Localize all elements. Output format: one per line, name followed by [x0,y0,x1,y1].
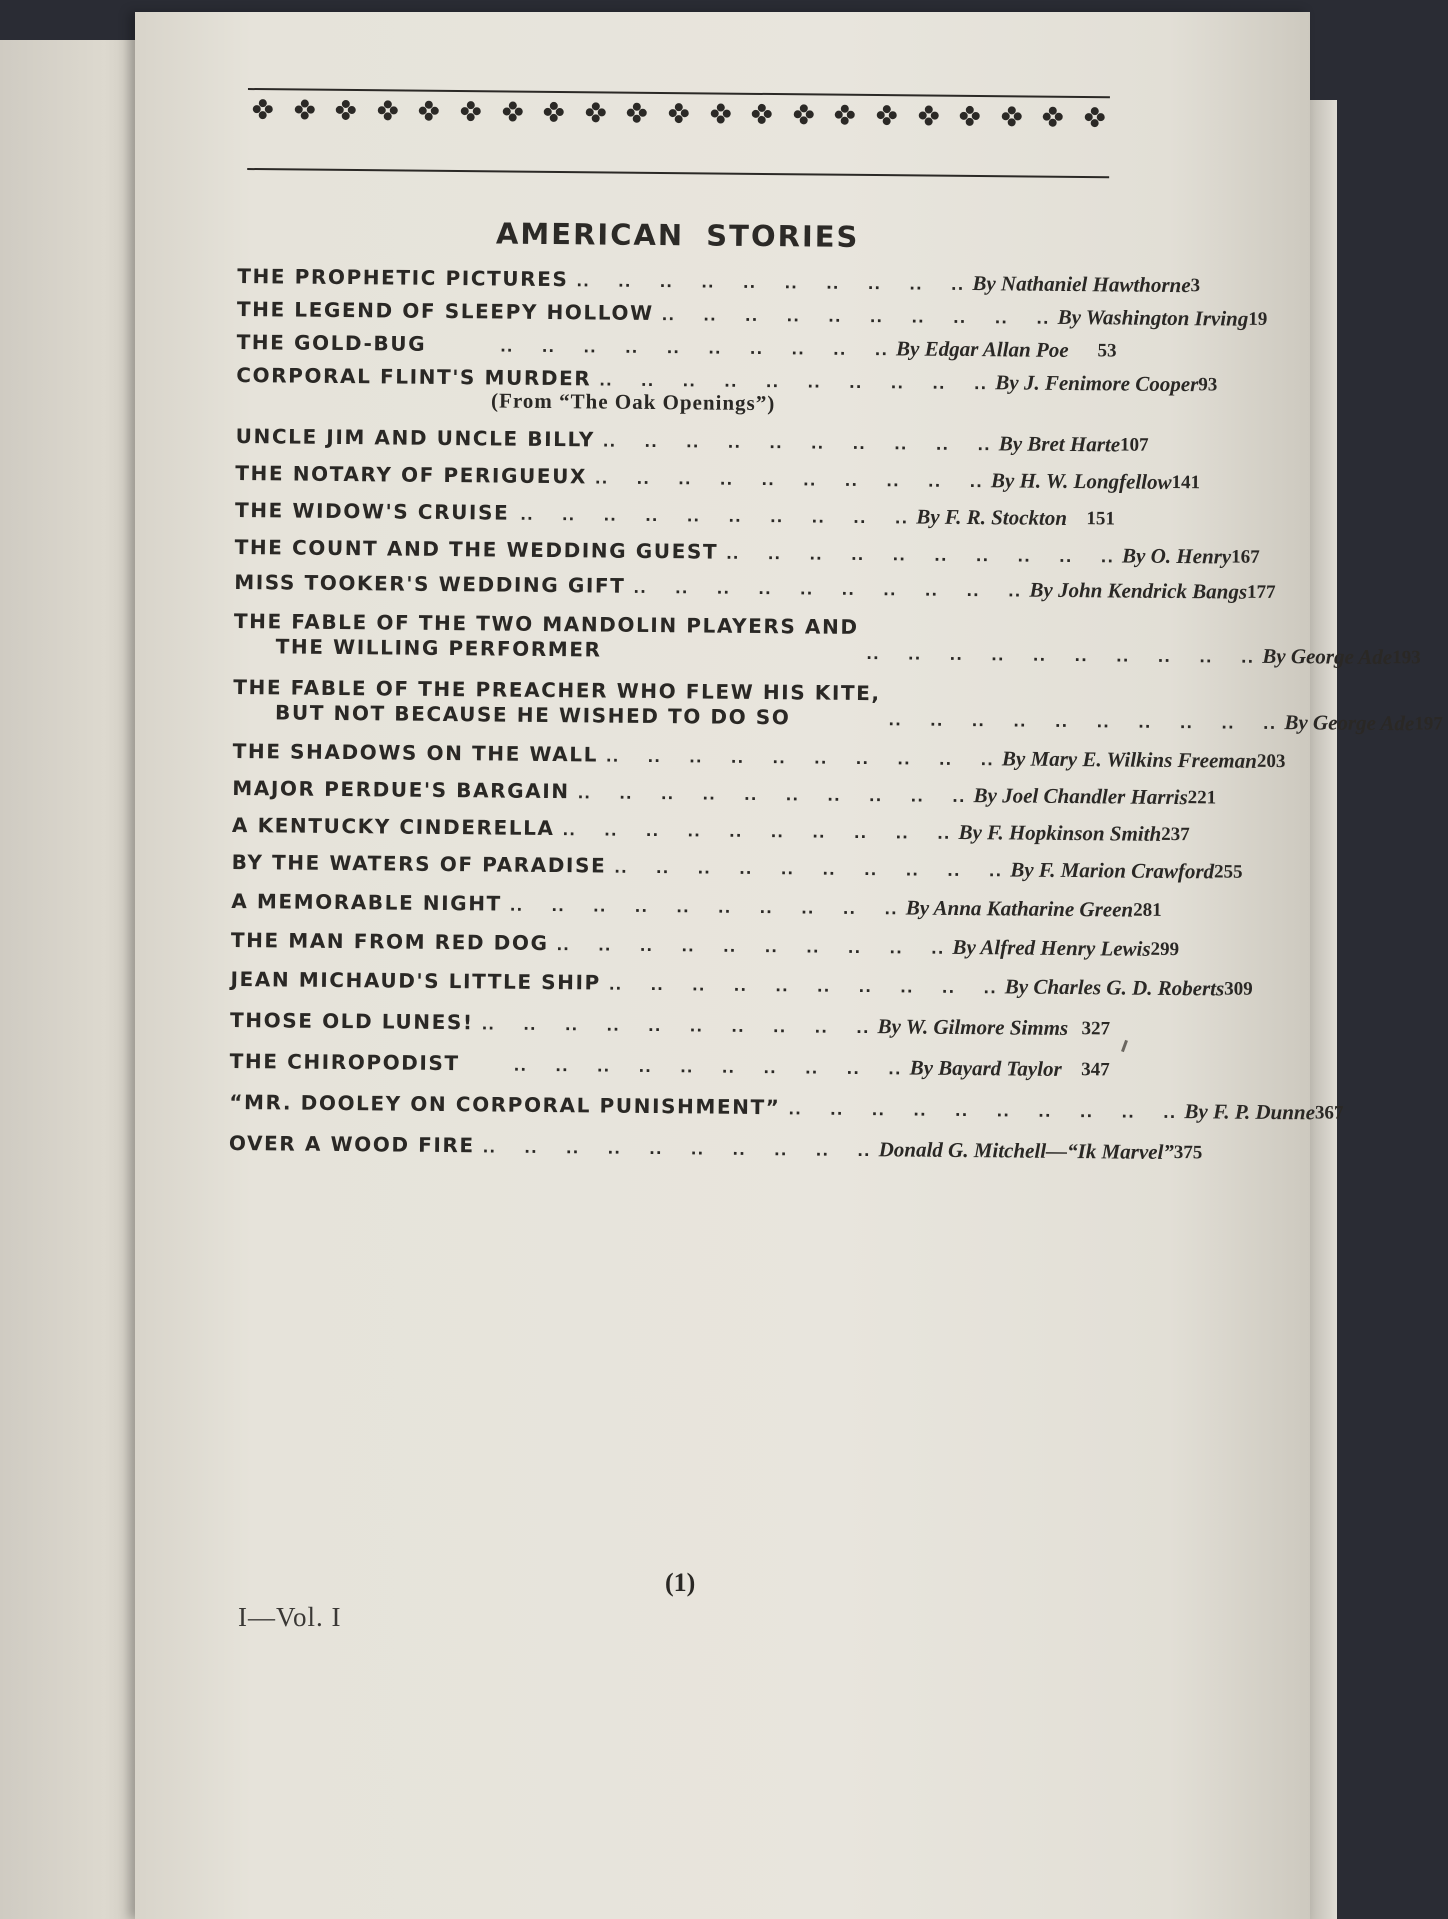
dot-leaders: .. .. .. .. .. .. .. .. .. .. [661,306,1050,328]
clover-fleuron-icon [376,99,398,121]
clover-fleuron-icon [501,100,523,122]
entry-page-number: 299 [1150,938,1180,961]
entry-page-number: 327 [1081,1018,1111,1040]
dot-leaders: .. .. .. .. .. .. .. .. .. .. [788,1100,1177,1123]
toc-entry-row [235,460,1201,494]
entry-page-number: 93 [1198,374,1218,396]
entry-title [235,535,719,565]
entry-title-text: BY THE WATERS OF PARADISE [231,849,607,878]
left-page-edge [0,40,150,1919]
entry-author: By Alfred Henry Lewis [952,934,1151,961]
toc-entry-row [230,1008,1110,1041]
page-title: AMERICAN STORIES [495,216,860,254]
entry-author: By Bayard Taylor [909,1055,1062,1081]
entry-page-number: 53 [1097,340,1117,362]
entry-title-text: THE FABLE OF THE TWO MANDOLIN PLAYERS AND [233,608,859,639]
entry-title [232,776,570,804]
toc-entry-row [230,966,1253,1001]
entry-author: By Nathaniel Hawthorne [972,271,1191,298]
entry-page-number: 107 [1120,434,1149,456]
toc-entry-row [237,263,1201,298]
toc-entry-row [232,775,1217,810]
toc-entry-row [233,674,1443,736]
dot-leaders: .. .. .. .. .. .. .. .. .. .. [482,1138,871,1161]
entry-author: By W. Gilmore Simms [877,1014,1069,1041]
toc-entry [230,927,1180,961]
entry-author: By George Ade [1262,643,1393,670]
toc-entry-row [232,738,1286,773]
entry-title [231,928,549,956]
entry-title-text: THE MAN FROM RED DOG [230,927,549,956]
ornament-row [248,98,1110,128]
entry-author: By Mary E. Wilkins Freeman [1001,746,1257,773]
toc-entry [235,423,1149,457]
entry-title [232,813,555,841]
toc-entry-row [237,330,1117,363]
entry-page-number: 151 [1086,508,1116,530]
signature-mark: I—Vol. I [238,1602,342,1632]
entry-author: By F. Marion Crawford [1010,857,1215,884]
entry-author: By Washington Irving [1057,304,1249,331]
toc-entry [231,849,1243,884]
toc-entry [236,296,1268,331]
toc-entry [231,888,1162,922]
clover-fleuron-icon [917,104,939,126]
entry-page-number: 19 [1248,308,1268,330]
toc-entry-row [231,812,1190,846]
clover-fleuron-icon [626,102,648,124]
toc-entry-row [236,296,1268,331]
dot-leaders: .. .. .. .. .. .. .. .. .. .. [888,711,1277,733]
entry-title [233,675,881,731]
entry-title [230,1049,460,1076]
clover-fleuron-icon [293,98,315,120]
toc-entry [233,674,1443,736]
entry-author: By F. Hopkinson Smith [958,819,1162,846]
entry-author: By John Kendrick Bangs [1029,577,1248,604]
toc-entry [234,534,1260,569]
toc-entry [235,498,1115,531]
toc-entry [236,362,1218,418]
page-folio: (1) [665,1568,696,1597]
toc-entry [230,1049,1110,1082]
entry-author: By Anna Katharine Green [905,895,1134,922]
clover-fleuron-icon [668,102,690,124]
toc-entry-row [233,608,1421,670]
entry-author: By F. P. Dunne [1184,1099,1316,1125]
dot-leaders: .. .. .. .. .. .. .. .. .. .. [513,1056,902,1079]
entry-page-number: 347 [1081,1059,1110,1081]
toc-entry [234,569,1276,604]
toc-entry-row [230,1049,1110,1082]
entry-title-text: THE CHIROPODIST [229,1048,460,1076]
entry-title-text: MISS TOOKER'S WEDDING GIFT [234,569,626,598]
clover-fleuron-icon [1042,106,1064,128]
entry-page-number: 167 [1231,546,1260,568]
entry-title-text: JEAN MICHAUD'S LITTLE SHIP [230,966,602,995]
clover-fleuron-icon [252,98,274,120]
clover-fleuron-icon [1000,105,1022,127]
entry-author: By Joel Chandler Harris [973,783,1188,810]
entry-page-number: 193 [1392,647,1421,669]
dot-leaders: .. .. .. .. .. .. .. .. .. .. [726,544,1115,567]
toc-entry [237,263,1201,298]
dot-leaders: .. .. .. .. .. .. .. .. .. .. [633,578,1022,601]
entry-title [235,461,587,489]
entry-title-text: THE PROPHETIC PICTURES [237,263,569,292]
entry-author: By J. Fenimore Cooper [995,370,1199,397]
entry-title-text: THE COUNT AND THE WEDDING GUEST [234,534,719,564]
entry-page-number: 255 [1213,861,1243,883]
entry-title-text: THE GOLD-BUG [236,329,427,356]
dot-leaders: .. .. .. .. .. .. .. .. .. .. [481,1015,870,1038]
dot-leaders: .. .. .. .. .. .. .. .. .. .. [577,784,966,807]
entry-title-text: CORPORAL FLINT'S MURDER [236,362,592,391]
clover-fleuron-icon [1084,106,1106,128]
dot-leaders: .. .. .. .. .. .. .. .. .. .. [614,858,1003,881]
toc-entry-row [234,534,1260,569]
entry-title [236,363,591,391]
entry-title [229,1131,475,1158]
entry-title-text: THE WIDOW'S CRUISE [234,497,510,525]
entry-page-number: 221 [1187,787,1217,809]
dot-leaders: .. .. .. .. .. .. .. .. .. .. [866,645,1255,667]
entry-page-number: 203 [1256,750,1286,773]
clover-fleuron-icon [418,100,440,122]
clover-fleuron-icon [876,104,898,126]
entry-title-text: THE NOTARY OF PERIGUEUX [235,460,588,489]
entry-page-number: 177 [1246,581,1276,603]
entry-page-number: 237 [1161,823,1190,846]
entry-title-text: THOSE OLD LUNES! [230,1007,474,1035]
clover-fleuron-icon [792,103,814,125]
toc-entry-row [235,498,1115,531]
toc-entry [233,608,1421,670]
dot-leaders: .. .. .. .. .. .. .. .. .. .. [576,272,965,294]
toc-entry-row [231,888,1162,922]
entry-author: By H. W. Longfellow [990,468,1172,494]
entry-title-text: UNCLE JIM AND UNCLE BILLY [235,423,595,452]
entry-title [237,297,654,326]
entry-title-text: A KENTUCKY CINDERELLA [231,812,555,841]
clover-fleuron-icon [709,102,731,124]
dot-leaders: .. .. .. .. .. .. .. .. .. .. [602,432,991,455]
entry-title [230,1008,474,1035]
dot-leaders: .. .. .. .. .. .. .. .. .. .. [556,936,945,958]
entry-title-continuation: THE WILLING PERFORMER [275,634,602,662]
dot-leaders: .. .. .. .. .. .. .. .. .. .. [594,469,984,492]
clover-fleuron-icon [584,101,606,123]
toc-entry-row [231,849,1243,884]
entry-title-text: THE FABLE OF THE PREACHER WHO FLEW HIS KITE, [233,674,881,706]
entry-title [234,570,625,599]
entry-author: By Charles G. D. Roberts [1004,974,1225,1001]
clover-fleuron-icon [460,100,482,122]
ornament-band [247,86,1110,180]
entry-title [229,1090,780,1120]
toc-entry [232,775,1217,810]
dot-leaders: .. .. .. .. .. .. .. .. .. .. [599,371,988,394]
toc-entry [230,966,1253,1001]
dot-leaders: .. .. .. .. .. .. .. .. .. .. [509,896,898,919]
entry-title [234,609,859,665]
toc-entry [231,812,1190,846]
entry-page-number: 141 [1171,471,1201,494]
entry-page-number: 3 [1190,275,1201,297]
entry-title [235,498,510,526]
toc-entry [232,738,1286,773]
dot-leaders: .. .. .. .. .. .. .. .. .. .. [562,821,951,843]
entry-title-continuation: BUT NOT BECAUSE HE WISHED TO DO SO [274,700,791,730]
entry-title [233,739,599,768]
dot-leaders: .. .. .. .. .. .. .. .. .. .. [605,747,995,770]
entry-title [231,889,502,917]
clover-fleuron-icon [543,101,565,123]
entry-page-number: 375 [1173,1142,1203,1164]
clover-fleuron-icon [751,103,773,125]
entry-title-text: “MR. DOOLEY ON CORPORAL PUNISHMENT” [229,1089,781,1120]
clover-fleuron-icon [834,104,856,126]
entry-title [232,850,607,879]
dot-leaders: .. .. .. .. .. .. .. .. .. .. [500,337,889,360]
entry-title-text: THE LEGEND OF SLEEPY HOLLOW [236,296,654,325]
entry-author: By Edgar Allan Poe [896,336,1069,362]
toc-entry [229,1089,1344,1125]
entry-title [230,967,601,996]
dot-leaders: .. .. .. .. .. .. .. .. .. .. [608,975,997,998]
entry-title-text: A MEMORABLE NIGHT [231,888,502,916]
entry-author: By Bret Harte [998,431,1121,457]
entry-author: By F. R. Stockton [916,504,1068,530]
entry-page-number: 309 [1224,978,1253,1000]
entry-author: By O. Henry [1121,543,1232,569]
entry-author: Donald G. Mitchell—“Ik Marvel” [878,1137,1174,1165]
toc-entry-row [235,423,1149,457]
toc-entry-row [229,1089,1344,1125]
table-of-contents [228,200,1443,1165]
clover-fleuron-icon [335,99,357,121]
entry-author: By George Ade [1284,710,1415,736]
toc-entry-row [234,569,1276,604]
entry-title [236,424,595,452]
toc-entry-row [230,927,1180,961]
toc-entries [228,263,1443,1165]
entry-page-number: 367 [1314,1102,1344,1124]
toc-entry [235,460,1201,494]
entry-subtitle: (From “The Oak Openings”) [490,388,776,416]
toc-entry [230,1008,1110,1041]
entry-title-text: MAJOR PERDUE'S BARGAIN [232,775,570,804]
entry-title [237,264,568,292]
entry-page-number: 197 [1414,713,1443,735]
entry-page-number: 281 [1133,899,1162,921]
entry-title [237,330,427,357]
right-page-edge [1307,100,1337,1919]
dot-leaders: .. .. .. .. .. .. .. .. .. .. [520,505,909,528]
entry-title-text: OVER A WOOD FIRE [228,1130,475,1158]
entry-title-text: THE SHADOWS ON THE WALL [232,738,599,767]
clover-fleuron-icon [959,105,981,127]
toc-entry [237,330,1117,363]
